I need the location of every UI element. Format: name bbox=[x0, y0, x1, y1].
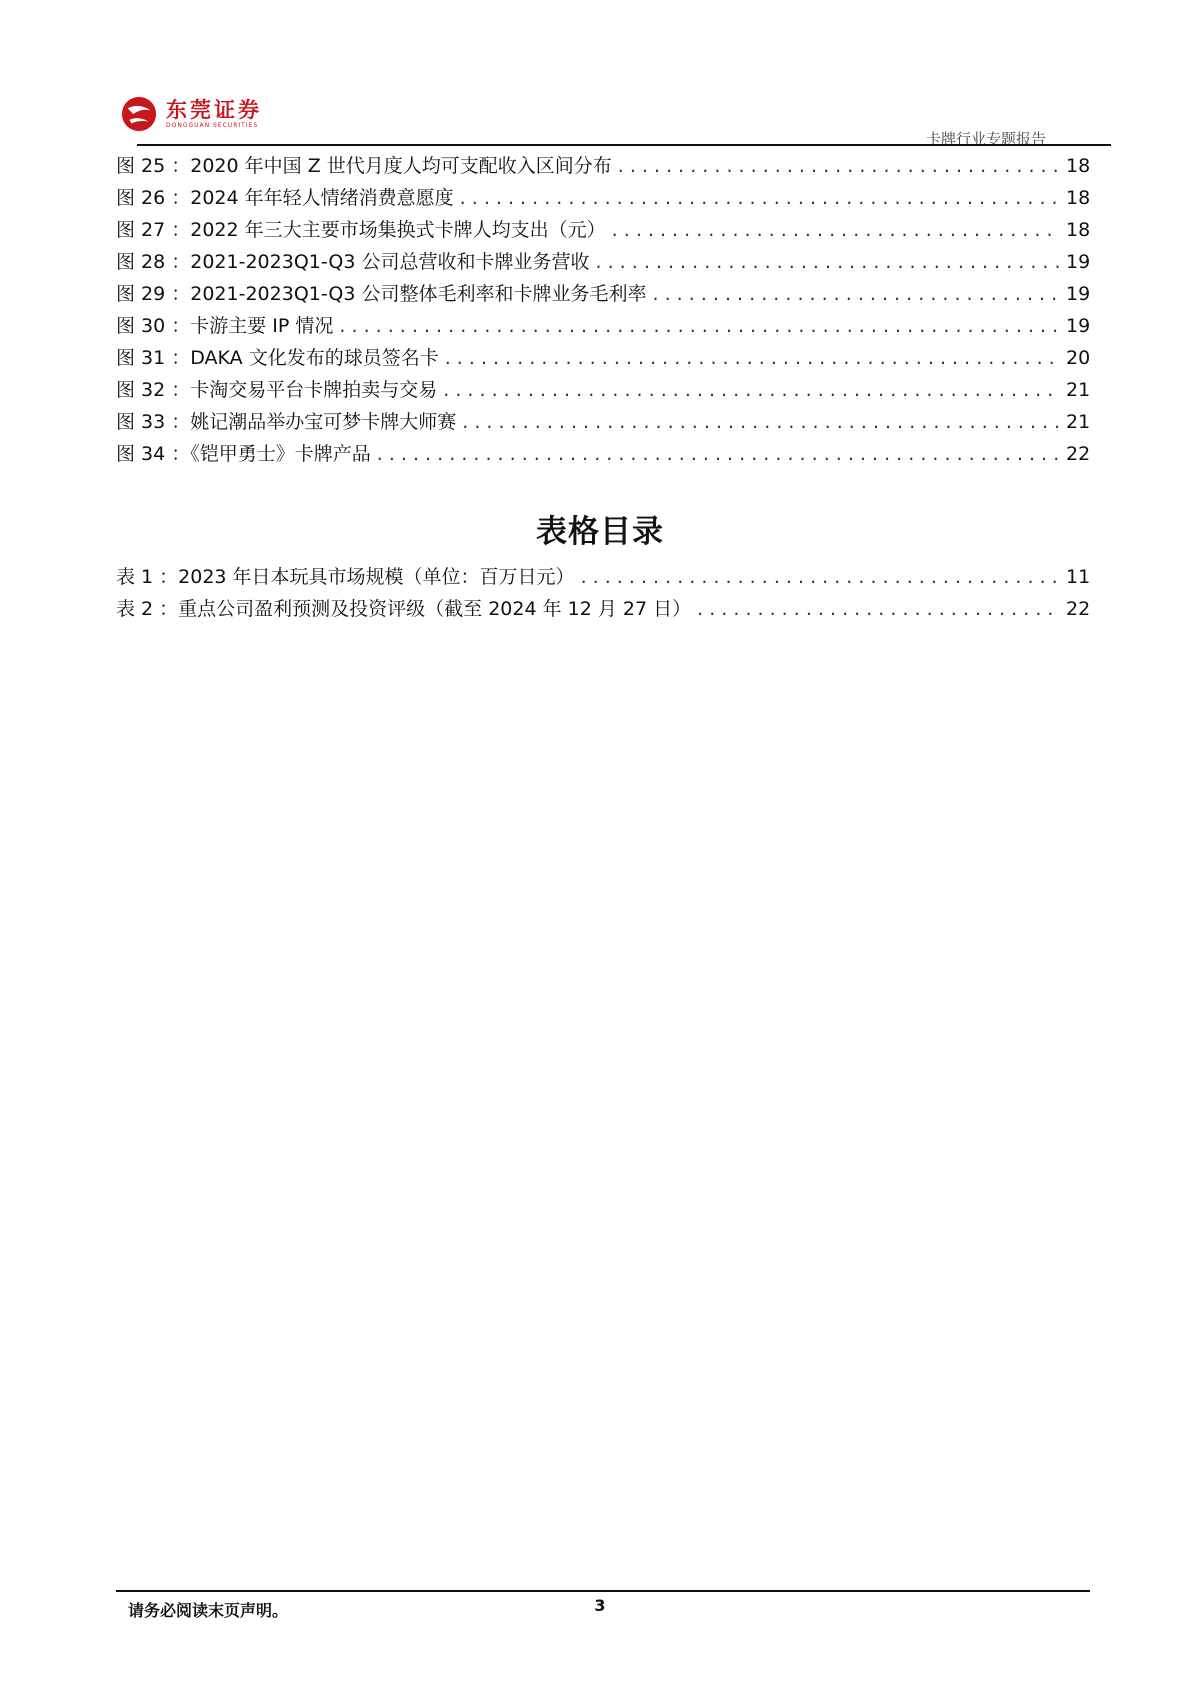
toc-entry-page: 18 bbox=[1066, 219, 1091, 241]
toc-entry-figure-31[interactable] bbox=[116, 342, 1090, 374]
toc-entry-figure-26[interactable] bbox=[116, 182, 1090, 214]
toc-entry-label: 图 34 ：《铠甲勇士》卡牌产品 bbox=[116, 443, 371, 465]
toc-entry-page: 19 bbox=[1066, 251, 1091, 273]
toc-entry-page: 19 bbox=[1066, 315, 1091, 337]
toc-entry-figure-30[interactable] bbox=[116, 310, 1090, 342]
toc-entry-figure-34[interactable] bbox=[116, 438, 1090, 470]
toc-entry-label: 图 33 ：姚记潮品举办宝可梦卡牌大师赛 bbox=[116, 411, 457, 433]
page-number: 3 bbox=[594, 1596, 606, 1615]
table-list-heading: 表格目录 bbox=[536, 514, 664, 550]
toc-entry-page: 21 bbox=[1066, 379, 1091, 401]
toc-entry-figure-29[interactable] bbox=[116, 278, 1090, 310]
logo-chinese-name: 东莞证券 bbox=[166, 97, 262, 122]
table-list bbox=[116, 561, 1090, 625]
figure-list bbox=[116, 150, 1090, 470]
logo-english-name: DONGGUAN SECURITIES bbox=[166, 122, 259, 129]
dot-leader bbox=[443, 374, 1060, 406]
dot-leader bbox=[462, 406, 1060, 438]
toc-entry-label: 图 29 ：2021-2023Q1-Q3 公司整体毛利率和卡牌业务毛利率 bbox=[116, 283, 647, 305]
toc-entry-label: 图 25 ：2020 年中国 Z 世代月度人均可支配收入区间分布 bbox=[116, 155, 612, 177]
toc-entry-page: 22 bbox=[1066, 598, 1091, 620]
toc-entry-label: 图 32 ：卡淘交易平台卡牌拍卖与交易 bbox=[116, 379, 438, 401]
report-title: 卡牌行业专题报告 bbox=[925, 130, 1046, 148]
toc-entry-figure-27[interactable] bbox=[116, 214, 1090, 246]
toc-entry-table-2[interactable] bbox=[116, 593, 1090, 625]
dot-leader bbox=[377, 438, 1060, 470]
toc-entry-page: 18 bbox=[1066, 187, 1091, 209]
toc-entry-label: 表 2 ：重点公司盈利预测及投资评级（截至 2024 年 12 月 27 日） bbox=[116, 598, 692, 620]
toc-entry-label: 图 30 ：卡游主要 IP 情况 bbox=[116, 315, 334, 337]
toc-entry-page: 21 bbox=[1066, 411, 1091, 433]
toc-entry-page: 19 bbox=[1066, 283, 1091, 305]
header-divider bbox=[137, 144, 1111, 146]
dongguan-securities-logo-icon bbox=[120, 95, 158, 133]
toc-entry-page: 11 bbox=[1066, 566, 1091, 588]
dot-leader bbox=[581, 561, 1060, 593]
toc-entry-figure-33[interactable] bbox=[116, 406, 1090, 438]
dot-leader bbox=[445, 342, 1060, 374]
toc-entry-label: 表 1 ：2023 年日本玩具市场规模（单位：百万日元） bbox=[116, 566, 575, 588]
toc-entry-label: 图 26 ：2024 年年轻人情绪消费意愿度 bbox=[116, 187, 454, 209]
toc-entry-figure-25[interactable] bbox=[116, 150, 1090, 182]
dot-leader bbox=[596, 246, 1061, 278]
toc-entry-label: 图 31 ：DAKA 文化发布的球员签名卡 bbox=[116, 347, 439, 369]
footer-divider bbox=[116, 1590, 1090, 1592]
toc-entry-page: 18 bbox=[1066, 155, 1091, 177]
toc-entry-page: 20 bbox=[1066, 347, 1091, 369]
company-logo bbox=[120, 94, 262, 134]
dot-leader bbox=[339, 310, 1060, 342]
dot-leader bbox=[460, 182, 1060, 214]
dot-leader bbox=[653, 278, 1061, 310]
toc-entry-page: 22 bbox=[1066, 443, 1091, 465]
disclaimer-note: 请务必阅读末页声明。 bbox=[128, 1601, 289, 1620]
toc-entry-label: 图 28 ：2021-2023Q1-Q3 公司总营收和卡牌业务营收 bbox=[116, 251, 590, 273]
dot-leader bbox=[618, 150, 1060, 182]
dot-leader bbox=[612, 214, 1060, 246]
toc-entry-figure-32[interactable] bbox=[116, 374, 1090, 406]
toc-entry-table-1[interactable] bbox=[116, 561, 1090, 593]
toc-entry-label: 图 27 ：2022 年三大主要市场集换式卡牌人均支出（元） bbox=[116, 219, 606, 241]
toc-entry-figure-28[interactable] bbox=[116, 246, 1090, 278]
dot-leader bbox=[697, 593, 1060, 625]
